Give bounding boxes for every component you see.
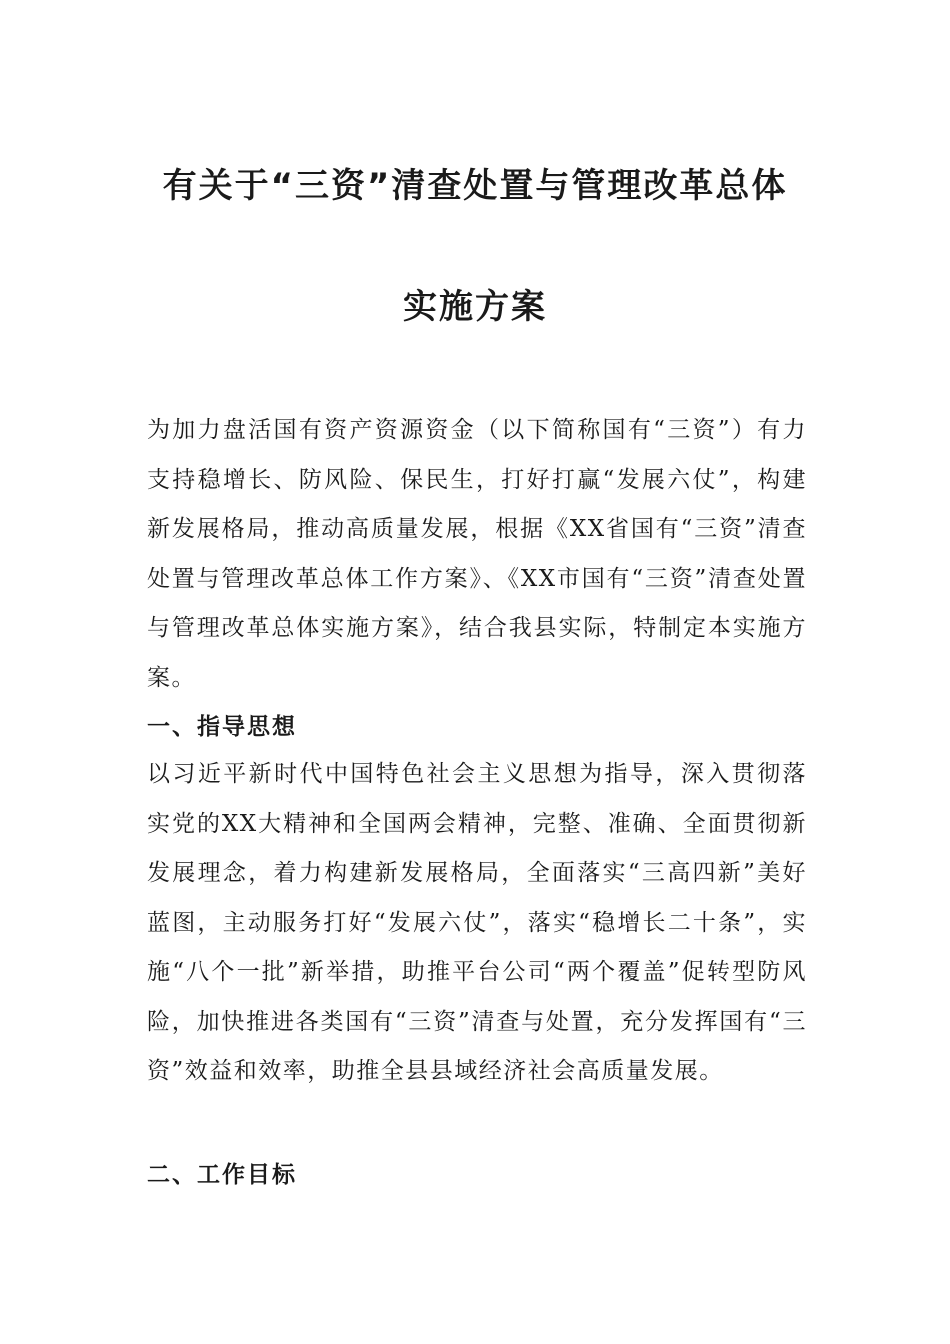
document-title-line-2: 实施方案 (403, 287, 547, 327)
section-heading-work-goals: 二、工作目标 (147, 1161, 297, 1188)
document-title-line-1: 有关于“三资”清查处置与管理改革总体 (162, 166, 788, 206)
intro-paragraph: 为加力盘活国有资产资源资金（以下简称国有“三资”）有力支持稳增长、防风险、保民生，打好打赢“发展六仗”，构建新发展格局，推动高质量发展，根据《XX省国有“三资”清查处置与管理改革总体工作方案》、《XX市国有“三资”清查处置与管理改革总体实施方案》，结合我县实际，特制定本实施方案。 (147, 417, 807, 691)
guiding-ideology-paragraph: 以习近平新时代中国特色社会主义思想为指导，深入贯彻落实党的XX大精神和全国两会精神，完整、准确、全面贯彻新发展理念，着力构建新发展格局，全面落实“三高四新”美好蓝图，主动服务打好“发展六仗”，落实“稳增长二十条”，实施“八个一批”新举措，助推平台公司“两个覆盖”促转型防风险，加快推进各类国有“三资”清查与处置，充分发挥国有“三资”效益和效率，助推全县县域经济社会高质量发展。 (147, 761, 807, 1084)
section-heading-guiding-ideology: 一、指导思想 (147, 713, 297, 740)
